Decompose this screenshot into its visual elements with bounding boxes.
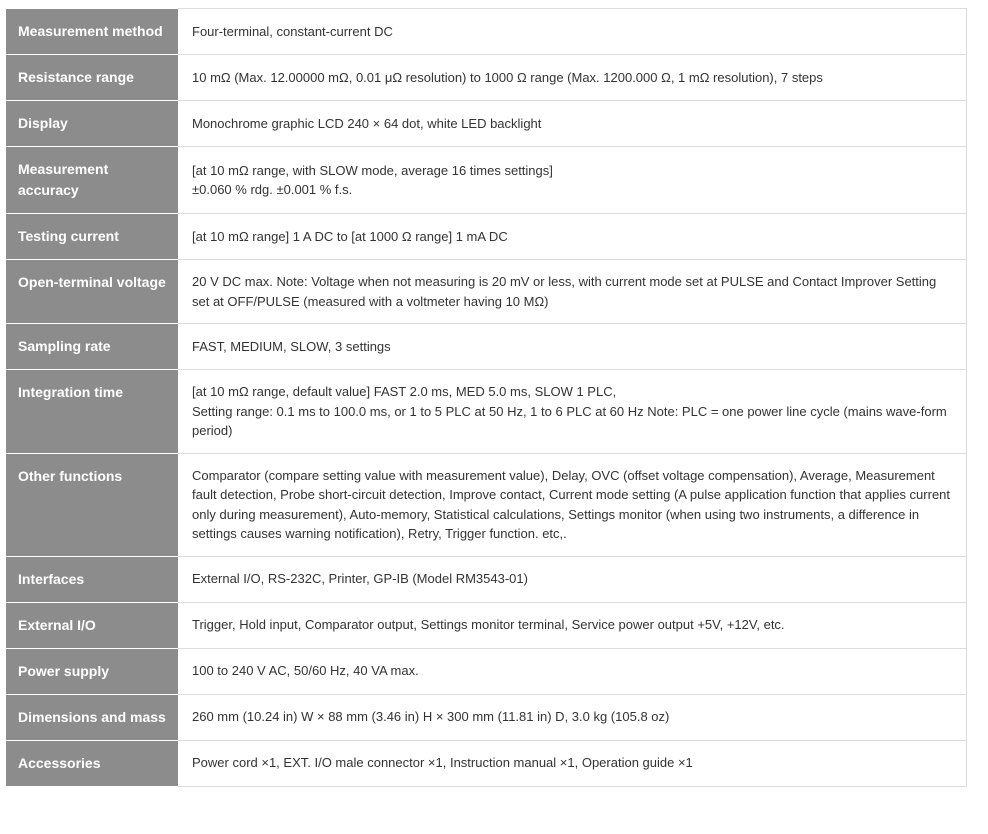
spec-row bbox=[6, 602, 966, 648]
spec-value-line: ±0.060 % rdg. ±0.001 % f.s. bbox=[192, 182, 353, 197]
spec-value bbox=[178, 453, 966, 556]
spec-value bbox=[178, 602, 966, 648]
spec-table bbox=[6, 8, 967, 787]
spec-value bbox=[178, 740, 966, 786]
spec-row bbox=[6, 324, 966, 370]
spec-row bbox=[6, 214, 966, 260]
spec-value-line: 100 to 240 V AC, 50/60 Hz, 40 VA max. bbox=[192, 663, 419, 679]
spec-value bbox=[178, 214, 966, 260]
spec-value-line: Four-terminal, constant-current DC bbox=[192, 23, 393, 39]
spec-label: Power supply bbox=[6, 648, 178, 694]
spec-value bbox=[178, 370, 966, 454]
spec-label: Measurement accuracy bbox=[6, 147, 178, 214]
spec-value-line: Comparator (compare setting value with measurement value), Delay, OVC (offset voltage compensation), Average, Measurement fault detection, Probe short-circuit detection, Improve contact, Current mode setting (A pulse application function that applies current only during measurement), Auto-memory, Statistical calculations, Settings monitor (when using two instruments, a difference in settings causes warning notification), Retry, Trigger function. etc,. bbox=[192, 467, 951, 541]
spec-value-line: FAST, MEDIUM, SLOW, 3 settings bbox=[192, 338, 391, 354]
spec-value-line: 10 mΩ (Max. 12.00000 mΩ, 0.01 μΩ resolution) to 1000 Ω range (Max. 1200.000 Ω, 1 mΩ resolution), 7 steps bbox=[192, 69, 823, 85]
spec-row bbox=[6, 740, 966, 786]
spec-label: Other functions bbox=[6, 453, 178, 556]
spec-value-line: 20 V DC max. Note: Voltage when not measuring is 20 mV or less, with current mode set at PULSE and Contact Improver Setting set at OFF/PULSE (measured with a voltmeter having 10 MΩ) bbox=[192, 274, 937, 309]
spec-value-line: Setting range: 0.1 ms to 100.0 ms, or 1 to 5 PLC at 50 Hz, 1 to 6 PLC at 60 Hz Note: PLC = one power line cycle (mains wave-form period) bbox=[192, 403, 947, 438]
spec-label: Integration time bbox=[6, 370, 178, 454]
spec-row bbox=[6, 147, 966, 214]
spec-label: Open-terminal voltage bbox=[6, 260, 178, 324]
spec-value-line: [at 10 mΩ range, default value] FAST 2.0 ms, MED 5.0 ms, SLOW 1 PLC, bbox=[192, 384, 617, 399]
spec-value-line: Trigger, Hold input, Comparator output, Settings monitor terminal, Service power output +5V, +12V, etc. bbox=[192, 617, 785, 633]
spec-value bbox=[178, 556, 966, 602]
spec-value bbox=[178, 324, 966, 370]
spec-value-line: External I/O, RS-232C, Printer, GP-IB (Model RM3543-01) bbox=[192, 571, 528, 587]
spec-value bbox=[178, 101, 966, 147]
spec-row bbox=[6, 648, 966, 694]
spec-value-line: [at 10 mΩ range, with SLOW mode, average 16 times settings] bbox=[192, 162, 553, 178]
spec-row bbox=[6, 453, 966, 556]
spec-label: Testing current bbox=[6, 214, 178, 260]
spec-value-line: [at 10 mΩ range] 1 A DC to [at 1000 Ω range] 1 mA DC bbox=[192, 228, 508, 244]
spec-row bbox=[6, 556, 966, 602]
spec-label: Interfaces bbox=[6, 556, 178, 602]
spec-label: Sampling rate bbox=[6, 324, 178, 370]
spec-value bbox=[178, 648, 966, 694]
spec-label: Display bbox=[6, 101, 178, 147]
spec-table-body bbox=[6, 9, 966, 787]
spec-value bbox=[178, 694, 966, 740]
spec-row bbox=[6, 260, 966, 324]
spec-value bbox=[178, 260, 966, 324]
spec-row bbox=[6, 9, 966, 55]
spec-row bbox=[6, 55, 966, 101]
spec-value bbox=[178, 9, 966, 55]
spec-row bbox=[6, 694, 966, 740]
spec-row bbox=[6, 101, 966, 147]
spec-value-line: Monochrome graphic LCD 240 × 64 dot, white LED backlight bbox=[192, 115, 542, 131]
spec-label: Dimensions and mass bbox=[6, 694, 178, 740]
spec-value bbox=[178, 147, 966, 214]
spec-value bbox=[178, 55, 966, 101]
spec-value-line: 260 mm (10.24 in) W × 88 mm (3.46 in) H × 300 mm (11.81 in) D, 3.0 kg (105.8 oz) bbox=[192, 709, 670, 725]
spec-value-line: Power cord ×1, EXT. I/O male connector ×1, Instruction manual ×1, Operation guide ×1 bbox=[192, 755, 693, 771]
spec-label: External I/O bbox=[6, 602, 178, 648]
spec-label: Measurement method bbox=[6, 9, 178, 55]
spec-row bbox=[6, 370, 966, 454]
spec-label: Resistance range bbox=[6, 55, 178, 101]
spec-label: Accessories bbox=[6, 740, 178, 786]
